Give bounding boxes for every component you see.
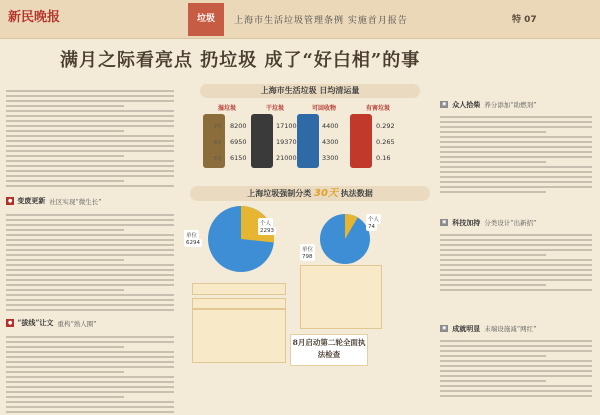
- note-box-2: [192, 298, 286, 309]
- section-title: 成就明显: [452, 323, 481, 333]
- note-box-1: [192, 283, 286, 295]
- pie1-tag-personal: 个人: [258, 218, 273, 228]
- section-right-2: [440, 216, 536, 229]
- table-cell: 6950: [230, 138, 247, 146]
- enforce-title-part-c: 执法数据: [340, 189, 373, 198]
- section-title: 众人拾柴: [452, 99, 481, 109]
- section-chip: ●: [8, 320, 13, 326]
- table-cell: 0.292: [376, 122, 395, 130]
- section-chip: ▣: [442, 220, 447, 225]
- section-seal: 垃圾: [188, 3, 224, 36]
- row-label: 6月: [214, 140, 223, 146]
- main-headline: 满月之际看亮点 扔垃圾 成了“好白相”的事: [60, 50, 421, 71]
- section-left-2: [6, 318, 97, 328]
- series-title: 上海市生活垃圾管理条例 实施首月报告: [234, 16, 408, 26]
- table-cell: 4300: [322, 138, 339, 146]
- table-cell: 0.265: [376, 138, 395, 146]
- left-column-text-1: [6, 90, 174, 190]
- penalty-pie-chart: [206, 204, 276, 274]
- right-column-text-1: [440, 116, 592, 196]
- recyclable-bin-icon: [297, 114, 319, 168]
- row-label: 5月: [214, 156, 223, 162]
- header-dry: 干垃圾: [266, 105, 285, 112]
- section-chip: ▣: [442, 326, 447, 331]
- pie2-tag-unit: 单位: [300, 244, 315, 254]
- header-hazard: 有害垃圾: [366, 105, 391, 112]
- table-cell: 8200: [230, 122, 247, 130]
- enforcement-title: [190, 186, 430, 201]
- right-column-text-2: [440, 234, 592, 294]
- enforce-title-part-a: 上海垃圾强制分类: [247, 189, 312, 198]
- pie1-value-unit: 6294: [186, 240, 200, 246]
- enforce-title-days: 30天: [314, 188, 338, 199]
- section-title: “拔线”让文: [17, 318, 54, 327]
- left-column-text-3: [6, 336, 174, 415]
- section-subtitle: 重构“熟人圈”: [57, 319, 97, 328]
- table-cell: 4400: [322, 122, 339, 130]
- pie1-value-personal: 2293: [260, 228, 274, 234]
- table-cell: 19370: [276, 138, 297, 146]
- table-cell: 17100: [276, 122, 297, 130]
- section-subtitle: 末端设施减“网红”: [484, 325, 537, 333]
- pie2-value-personal: 74: [368, 224, 375, 230]
- section-chip: ●: [8, 198, 13, 204]
- page-number: 特 07: [512, 15, 537, 25]
- row-label: 7月: [214, 124, 223, 130]
- pie2-value-unit: 798: [302, 254, 313, 260]
- masthead: [0, 0, 600, 39]
- section-title: 变废更新: [17, 196, 46, 205]
- pie1-tag-unit: 单位: [184, 230, 199, 240]
- section-title: 科技加持: [452, 217, 481, 227]
- section-subtitle: 社区实现“微生长”: [49, 197, 102, 206]
- fine-pie-chart: [318, 212, 372, 266]
- left-column-text-2: [6, 214, 174, 314]
- newspaper-logo: 新民晚报: [8, 10, 61, 25]
- note-box-4: [300, 265, 382, 329]
- section-subtitle: 分类设计“出新招”: [484, 219, 537, 227]
- section-right-1: [440, 98, 536, 111]
- dry-bin-icon: [251, 114, 273, 168]
- note-box-3: [192, 309, 286, 363]
- pie2-tag-personal: 个人: [366, 214, 381, 224]
- table-cell: 3300: [322, 154, 339, 162]
- daily-volume-title: 上海市生活垃圾 日均清运量: [200, 84, 420, 98]
- section-subtitle: 养分添加“助燃剂”: [484, 101, 537, 109]
- section-right-3: [440, 322, 536, 335]
- second-round-note: 8月启动第二轮全面执法检查: [290, 334, 368, 366]
- header-wet: 湿垃圾: [218, 105, 237, 112]
- section-left-1: [6, 196, 102, 206]
- hazard-bin-icon: [350, 114, 372, 168]
- table-cell: 0.16: [376, 154, 391, 162]
- table-cell: 6150: [230, 154, 247, 162]
- right-column-text-3: [440, 340, 592, 400]
- table-cell: 21000: [276, 154, 297, 162]
- section-chip: ▣: [442, 102, 447, 107]
- header-recyclable: 可回收物: [312, 105, 337, 112]
